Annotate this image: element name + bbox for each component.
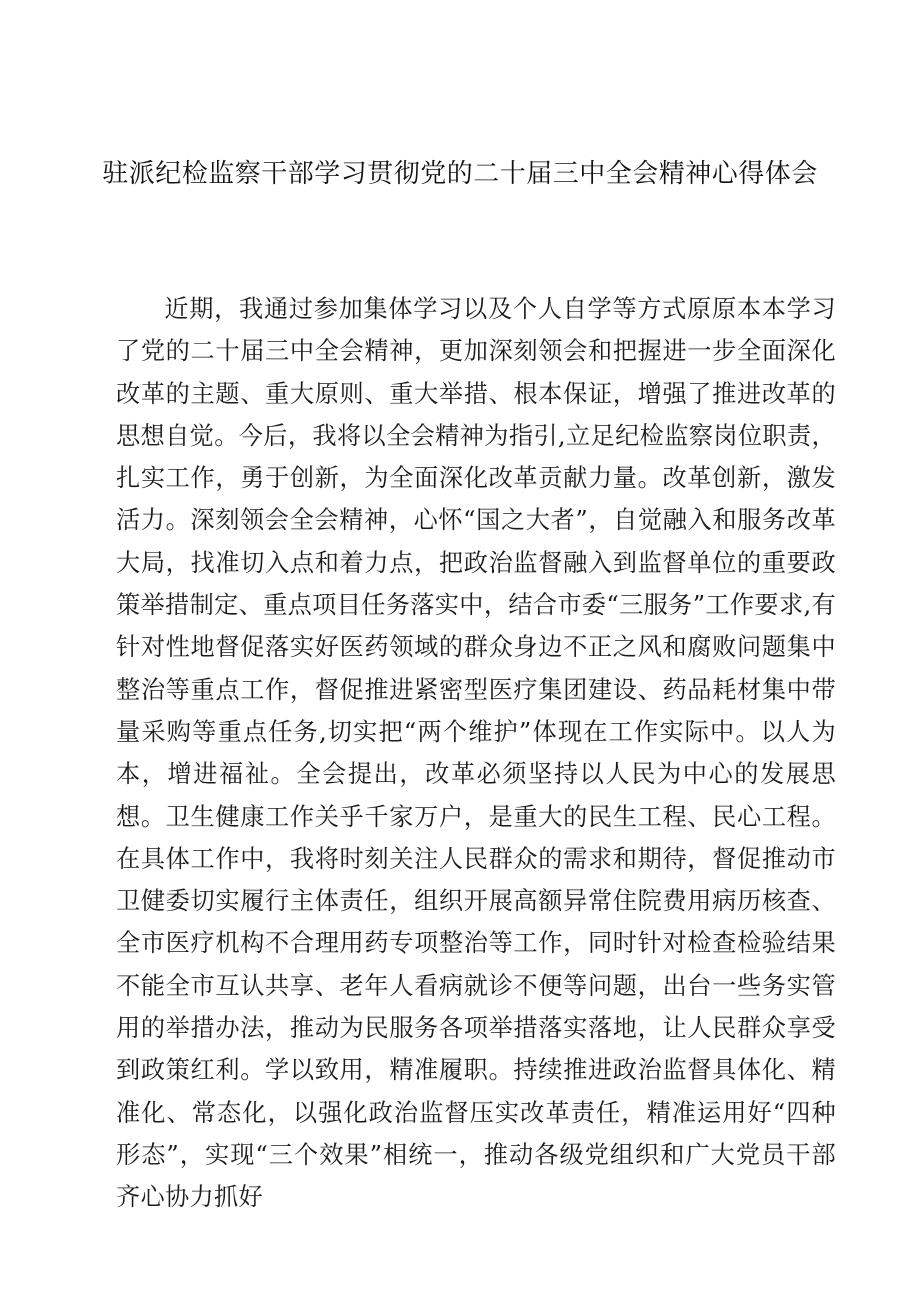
document-title: 驻派纪检监察干部学习贯彻党的二十届三中全会精神心得体会 [102, 159, 818, 189]
body-paragraph: 近期，我通过参加集体学习以及个人自学等方式原原本本学习了党的二十届三中全会精神，更加深刻领会和把握进一步全面深化改革的主题、重大原则、重大举措、根本保证，增强了推进改革的思想自觉。今后，我将以全会精神为指引,立足纪检监察岗位职责，扎实工作，勇于创新，为全面深化改革贡献力量。改革创新，激发活力。深刻领会全会精神，心怀“国之大者”，自觉融入和服务改革大局，找准切入点和着力点，把政治监督融入到监督单位的重要政策举措制定、重点项目任务落实中，结合市委“三服务”工作要求,有针对性地督促落实好医药领域的群众身边不正之风和腐败问题集中整治等重点工作，督促推进紧密型医疗集团建设、药品耗材集中带量采购等重点任务,切实把“两个维护”体现在工作实际中。以人为本，增进福祉。全会提出，改革必须坚持以人民为中心的发展思想。卫生健康工作关乎千家万户，是重大的民生工程、民心工程。在具体工作中，我将时刻关注人民群众的需求和期待，督促推动市卫健委切实履行主体责任，组织开展高额异常住院费用病历核查、全市医疗机构不合理用药专项整治等工作，同时针对检查检验结果不能全市互认共享、老年人看病就诊不便等问题，出台一些务实管用的举措办法，推动为民服务各项举措落实落地，让人民群众享受到政策红利。学以致用，精准履职。持续推进政治监督具体化、精准化、常态化，以强化政治监督压实改革责任，精准运用好“四种形态”，实现“三个效果”相统一，推动各级党组织和广大党员干部齐心协力抓好 [116, 295, 836, 1212]
